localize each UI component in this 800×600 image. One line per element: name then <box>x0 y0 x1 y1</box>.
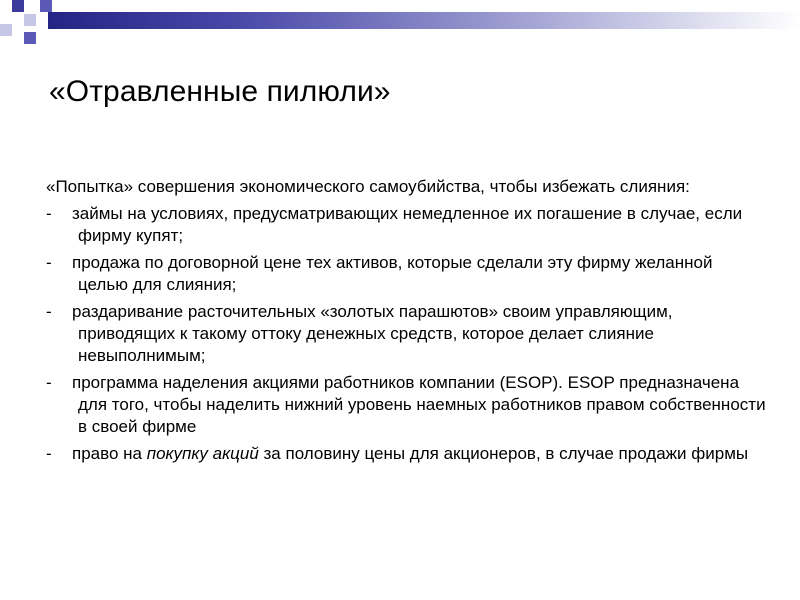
dash-marker: - <box>46 373 52 392</box>
dash-marker: - <box>46 204 52 223</box>
bullet-text: раздаривание расточительных «золотых парашютов» своим управляющим, приводящих к такому оттоку денежных средств, которое делает слияние невыполнимым; <box>72 302 673 365</box>
dash-marker: - <box>46 302 52 321</box>
slide-body <box>46 176 766 470</box>
decor-square <box>0 24 12 36</box>
bullet-item <box>46 443 766 465</box>
dash-marker: - <box>46 253 52 272</box>
decor-square <box>24 32 36 44</box>
bullet-item <box>46 301 766 367</box>
bullet-text-after: за половину цены для акционеров, в случае продажи фирмы <box>263 444 749 463</box>
bullet-item <box>46 252 766 296</box>
bullet-text: займы на условиях, предусматривающих немедленное их погашение в случае, если фирму купят; <box>72 204 743 245</box>
bullet-item <box>46 372 766 438</box>
header-gradient-bar <box>48 12 800 29</box>
decor-square <box>40 0 52 12</box>
bullet-item <box>46 203 766 247</box>
bullet-text: продажа по договорной цене тех активов, которые сделали эту фирму желанной целью для слияния; <box>72 253 713 294</box>
slide-title: «Отравленные пилюли» <box>49 75 391 108</box>
bullet-text-italic: покупку акций <box>146 444 259 463</box>
dash-marker: - <box>46 444 52 463</box>
intro-paragraph: «Попытка» совершения экономического самоубийства, чтобы избежать слияния: <box>46 177 690 196</box>
header-decoration <box>0 0 800 60</box>
decor-square <box>12 0 24 12</box>
bullet-text: программа наделения акциями работников компании (ESOP). ESOP предназначена для того, чтобы наделить нижний уровень наемных работников правом собственности в своей фирме <box>72 373 766 436</box>
decor-square <box>24 14 36 26</box>
bullet-text-before: право на <box>72 444 142 463</box>
